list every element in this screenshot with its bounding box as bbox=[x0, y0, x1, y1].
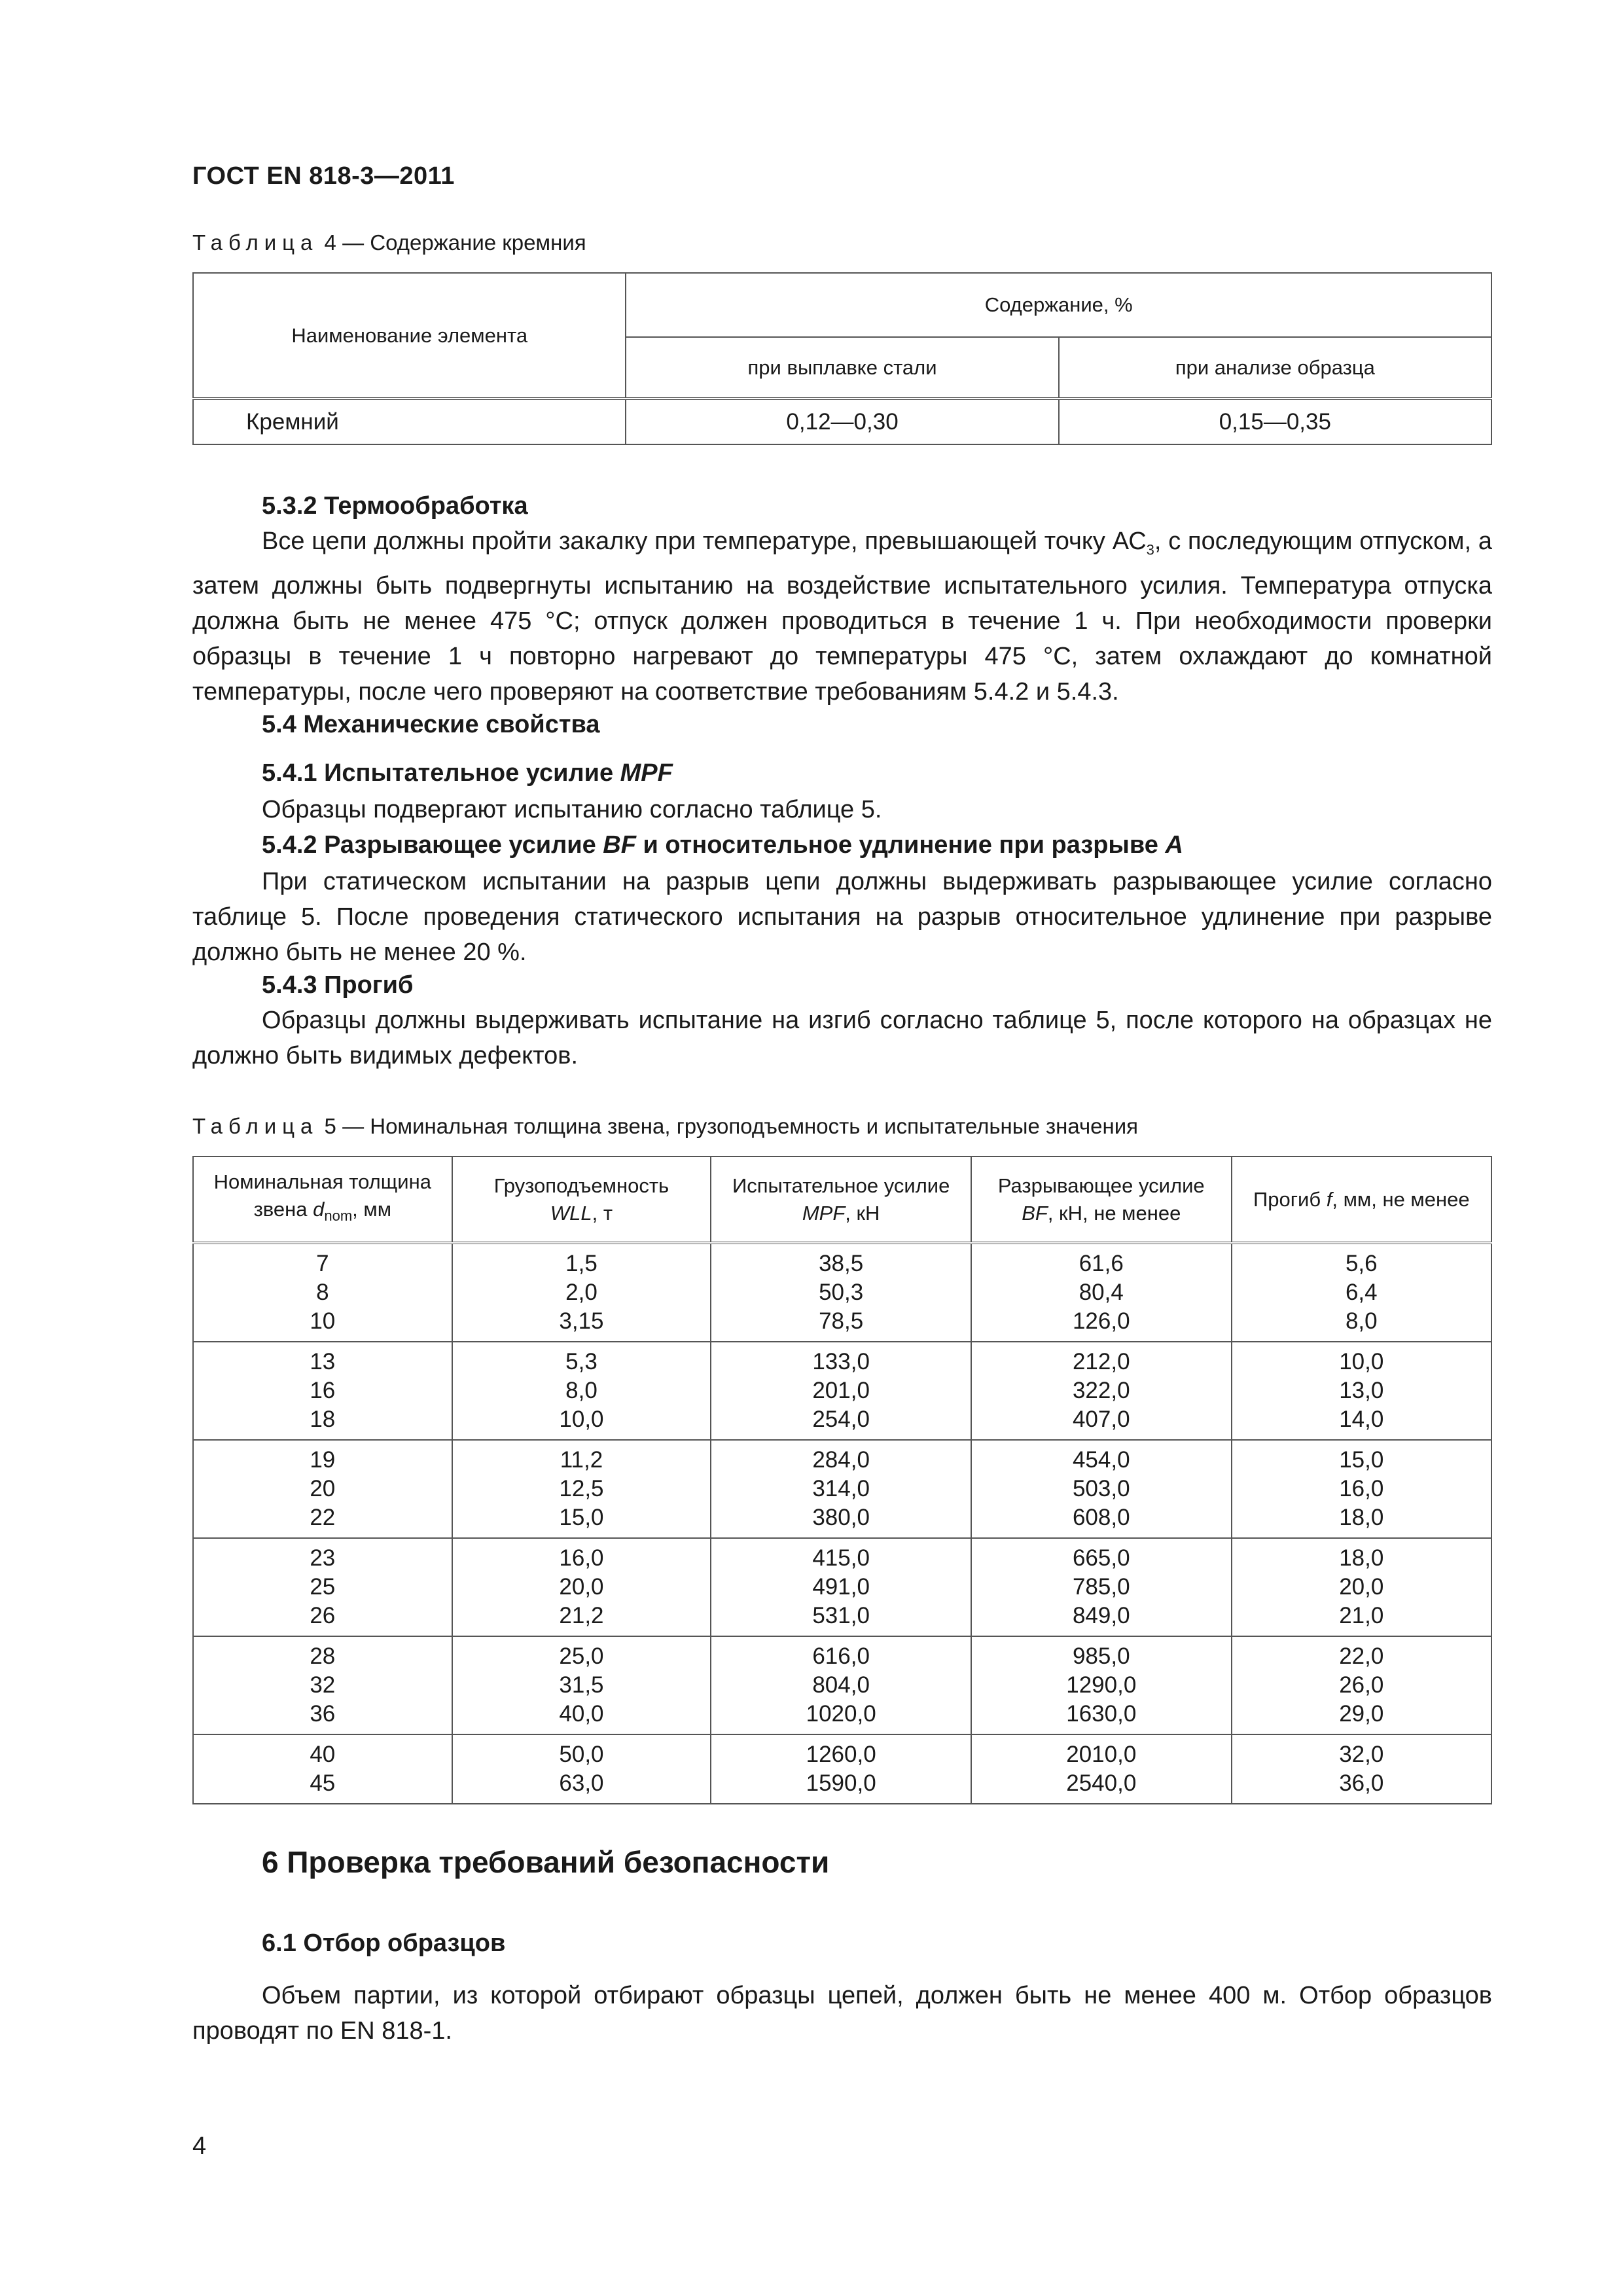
table5-value: 25 bbox=[310, 1574, 336, 1600]
table5-value: 18,0 bbox=[1339, 1545, 1384, 1571]
table4-caption bbox=[192, 230, 586, 255]
table5-header-bf-unit: , кН, не менее bbox=[1047, 1201, 1181, 1225]
table5-value: 23 bbox=[310, 1545, 336, 1571]
section-6-1-text bbox=[192, 1978, 1492, 2049]
table5-cell-d bbox=[193, 1440, 452, 1538]
table5-value: 16,0 bbox=[559, 1545, 604, 1571]
table5-value: 11,2 bbox=[560, 1447, 603, 1473]
table5-value: 50,0 bbox=[559, 1742, 604, 1767]
table5-caption bbox=[192, 1114, 1138, 1139]
table5-cell-bf bbox=[971, 1636, 1232, 1734]
table5-value: 16 bbox=[310, 1378, 336, 1403]
table4-caption-prefix: Таблица bbox=[192, 230, 319, 255]
table5-header-d-line1: Номинальная толщина bbox=[213, 1170, 431, 1194]
table5-value: 18 bbox=[310, 1407, 336, 1432]
table5-cell-wll bbox=[452, 1440, 711, 1538]
table5-value: 1260,0 bbox=[806, 1742, 876, 1767]
section-6-1-title: 6.1 Отбор образцов bbox=[262, 1929, 506, 1957]
table5-value: 13,0 bbox=[1339, 1378, 1384, 1403]
table5-value: 25,0 bbox=[559, 1643, 604, 1669]
table5-value: 20 bbox=[310, 1476, 336, 1501]
document-header: ГОСТ EN 818-3—2011 bbox=[192, 162, 455, 190]
table5-value: 8 bbox=[316, 1280, 329, 1305]
table5-value: 50,3 bbox=[819, 1280, 864, 1305]
table5-header-d-unit: , мм bbox=[352, 1198, 392, 1221]
table5-cell-d bbox=[193, 1538, 452, 1636]
section-5-4-2-title-a: 5.4.2 Разрывающее усилие bbox=[262, 831, 603, 859]
table5-value: 15,0 bbox=[559, 1505, 604, 1530]
table5-value: 503,0 bbox=[1072, 1476, 1130, 1501]
table5-value: 16,0 bbox=[1339, 1476, 1384, 1501]
table5-value: 1,5 bbox=[565, 1251, 597, 1276]
table5-value: 985,0 bbox=[1072, 1643, 1130, 1669]
section-5-4-2-title-i1: BF bbox=[603, 831, 636, 859]
table5-value: 13 bbox=[310, 1349, 336, 1374]
table5-header-mpf-symbol: MPF bbox=[802, 1201, 846, 1225]
table5-value: 80,4 bbox=[1079, 1280, 1124, 1305]
table5-value: 15,0 bbox=[1339, 1447, 1384, 1473]
table5-row-group bbox=[193, 1538, 1491, 1636]
table5-value: 45 bbox=[310, 1770, 336, 1796]
table5-value: 19 bbox=[310, 1447, 336, 1473]
table4-cell-sample: 0,15—0,35 bbox=[1059, 399, 1491, 444]
table5-header-bf bbox=[971, 1157, 1232, 1243]
table5-value: 849,0 bbox=[1072, 1603, 1130, 1628]
table5-value: 18,0 bbox=[1339, 1505, 1384, 1530]
section-5-3-2-text-a: Все цепи должны пройти закалку при температуре, превышающей точку АС bbox=[262, 528, 1147, 555]
table5-cell-bf bbox=[971, 1538, 1232, 1636]
table5-caption-text: 5 — Номинальная толщина звена, грузоподъемность и испытательные значения bbox=[318, 1114, 1139, 1138]
section-6-1-text-p: Объем партии, из которой отбирают образцы цепей, должен быть не менее 400 м. Отбор образцов проводят по EN 818-1. bbox=[192, 1982, 1492, 2045]
section-5-4-3-text-p: Образцы должны выдерживать испытание на изгиб согласно таблице 5, после которого на образцах не должно быть видимых дефектов. bbox=[192, 1007, 1492, 1069]
section-5-4-2-text bbox=[192, 864, 1492, 970]
table5-value: 14,0 bbox=[1339, 1407, 1384, 1432]
table5-header-mpf-line1: Испытательное усилие bbox=[732, 1174, 950, 1197]
table5-cell-mpf bbox=[711, 1538, 971, 1636]
table5-header-f bbox=[1232, 1157, 1491, 1243]
section-5-4-2-title bbox=[262, 831, 1183, 859]
table5-cell-d bbox=[193, 1636, 452, 1734]
table5-value: 32 bbox=[310, 1672, 336, 1698]
table5-value: 8,0 bbox=[1345, 1308, 1378, 1334]
table5-cell-mpf bbox=[711, 1342, 971, 1440]
table5-header-d-sub: nom bbox=[324, 1208, 353, 1225]
table5-value: 133,0 bbox=[812, 1349, 870, 1374]
table5-value: 28 bbox=[310, 1643, 336, 1669]
table4-caption-text: 4 — Содержание кремния bbox=[318, 230, 586, 255]
table5-value: 491,0 bbox=[812, 1574, 870, 1600]
table5-header-wll-line1: Грузоподъемность bbox=[493, 1174, 669, 1197]
table5-cell-d bbox=[193, 1342, 452, 1440]
table5-value: 61,6 bbox=[1079, 1251, 1124, 1276]
table5-value: 322,0 bbox=[1072, 1378, 1130, 1403]
table5 bbox=[192, 1156, 1492, 1804]
table5-cell-f bbox=[1232, 1538, 1491, 1636]
table5-header-mpf bbox=[711, 1157, 971, 1243]
table5-value: 10 bbox=[310, 1308, 336, 1334]
section-5-3-2-text-b: , с последующим отпуском, а затем должны быть подвергнуты испытанию на воздействие испытательного усилия. Температура отпуска должна быть не менее 475 °С; отпуск должен проводиться в течение 1 ч. При необходимости проверки образцы в течение 1 ч повторно нагревают до температуры 475 °С, затем охлаждают до комнатной температуры, после чего проверяют на соответствие требованиям 5.4.2 и 5.4.3. bbox=[192, 528, 1492, 706]
table5-value: 1290,0 bbox=[1066, 1672, 1137, 1698]
page-number: 4 bbox=[192, 2132, 207, 2160]
table5-value: 531,0 bbox=[812, 1603, 870, 1628]
table5-value: 21,2 bbox=[559, 1603, 604, 1628]
table5-cell-f bbox=[1232, 1734, 1491, 1804]
table5-value: 126,0 bbox=[1072, 1308, 1130, 1334]
table5-value: 40,0 bbox=[559, 1701, 604, 1727]
table5-header-wll-symbol: WLL bbox=[550, 1201, 592, 1225]
table5-row-group bbox=[193, 1342, 1491, 1440]
table5-value: 26 bbox=[310, 1603, 336, 1628]
table5-header-f-text: Прогиб bbox=[1253, 1187, 1327, 1211]
section-5-4-2-title-i2: А bbox=[1165, 831, 1183, 859]
table5-value: 407,0 bbox=[1072, 1407, 1130, 1432]
table5-value: 201,0 bbox=[812, 1378, 870, 1403]
table5-header-bf-line1: Разрывающее усилие bbox=[997, 1174, 1205, 1197]
table5-value: 5,6 bbox=[1345, 1251, 1378, 1276]
table5-header-d-line2a: звена bbox=[253, 1198, 313, 1221]
section-6-title: 6 Проверка требований безопасности bbox=[262, 1845, 830, 1879]
table5-value: 1020,0 bbox=[806, 1701, 876, 1727]
table5-value: 10,0 bbox=[1339, 1349, 1384, 1374]
table5-cell-bf bbox=[971, 1342, 1232, 1440]
table5-cell-d bbox=[193, 1734, 452, 1804]
table5-value: 40 bbox=[310, 1742, 336, 1767]
table5-value: 63,0 bbox=[559, 1770, 604, 1796]
section-5-4-1-title-italic: MPF bbox=[620, 759, 673, 787]
table5-value: 78,5 bbox=[819, 1308, 864, 1334]
table4-header-melt: при выплавке стали bbox=[626, 337, 1058, 399]
table5-value: 454,0 bbox=[1072, 1447, 1130, 1473]
section-5-4-3-title: 5.4.3 Прогиб bbox=[262, 971, 414, 999]
table4-header-group: Содержание, % bbox=[626, 273, 1491, 337]
section-5-4-2-title-b: и относительное удлинение при разрыве bbox=[635, 831, 1166, 859]
table5-cell-bf bbox=[971, 1734, 1232, 1804]
table5-cell-wll bbox=[452, 1734, 711, 1804]
table5-cell-f bbox=[1232, 1440, 1491, 1538]
table5-value: 616,0 bbox=[812, 1643, 870, 1669]
table5-cell-wll bbox=[452, 1243, 711, 1342]
table5-cell-mpf bbox=[711, 1636, 971, 1734]
table5-value: 5,3 bbox=[565, 1349, 597, 1374]
table4-header-name: Наименование элемента bbox=[193, 273, 626, 399]
table5-value: 804,0 bbox=[812, 1672, 870, 1698]
table5-cell-f bbox=[1232, 1342, 1491, 1440]
table4-header-sample: при анализе образца bbox=[1059, 337, 1491, 399]
table5-cell-bf bbox=[971, 1243, 1232, 1342]
table5-value: 26,0 bbox=[1339, 1672, 1384, 1698]
table5-header-f-symbol: f bbox=[1326, 1187, 1332, 1211]
table5-value: 36,0 bbox=[1339, 1770, 1384, 1796]
section-5-4-3-text bbox=[192, 1003, 1492, 1073]
table5-value: 32,0 bbox=[1339, 1742, 1384, 1767]
table4-cell-melt: 0,12—0,30 bbox=[626, 399, 1058, 444]
table5-value: 29,0 bbox=[1339, 1701, 1384, 1727]
table5-value: 1630,0 bbox=[1066, 1701, 1137, 1727]
section-5-3-2-text-sub: 3 bbox=[1146, 541, 1154, 558]
table5-value: 38,5 bbox=[819, 1251, 864, 1276]
table5-value: 20,0 bbox=[1339, 1574, 1384, 1600]
table5-value: 608,0 bbox=[1072, 1505, 1130, 1530]
section-5-4-1-title bbox=[262, 759, 673, 787]
table5-row-group bbox=[193, 1734, 1491, 1804]
section-5-4-1-text bbox=[192, 792, 1492, 827]
table5-value: 254,0 bbox=[812, 1407, 870, 1432]
table5-value: 665,0 bbox=[1072, 1545, 1130, 1571]
table5-row-group bbox=[193, 1440, 1491, 1538]
table5-value: 415,0 bbox=[812, 1545, 870, 1571]
table5-value: 31,5 bbox=[559, 1672, 604, 1698]
table5-header-d bbox=[193, 1157, 452, 1243]
table5-cell-f bbox=[1232, 1243, 1491, 1342]
section-5-4-title: 5.4 Механические свойства bbox=[262, 711, 600, 738]
table5-value: 2010,0 bbox=[1066, 1742, 1137, 1767]
table5-value: 6,4 bbox=[1345, 1280, 1378, 1305]
section-5-4-2-text-p: При статическом испытании на разрыв цепи должны выдерживать разрывающее усилие согласно таблице 5. После проведения статического испытания на разрыв относительное удлинение при разрыве должно быть не менее 20 %. bbox=[192, 868, 1492, 966]
table5-cell-mpf bbox=[711, 1243, 971, 1342]
table5-cell-bf bbox=[971, 1440, 1232, 1538]
table5-value: 21,0 bbox=[1339, 1603, 1384, 1628]
table5-value: 785,0 bbox=[1072, 1574, 1130, 1600]
table5-value: 36 bbox=[310, 1701, 336, 1727]
table5-value: 22,0 bbox=[1339, 1643, 1384, 1669]
table5-header-bf-symbol: BF bbox=[1022, 1201, 1048, 1225]
table5-value: 212,0 bbox=[1072, 1349, 1130, 1374]
table5-cell-wll bbox=[452, 1538, 711, 1636]
section-5-4-1-text-p: Образцы подвергают испытанию согласно таблице 5. bbox=[262, 796, 882, 823]
table5-cell-wll bbox=[452, 1636, 711, 1734]
table5-value: 314,0 bbox=[812, 1476, 870, 1501]
table5-row-group bbox=[193, 1243, 1491, 1342]
table5-value: 20,0 bbox=[559, 1574, 604, 1600]
table5-value: 3,15 bbox=[559, 1308, 604, 1334]
table5-value: 2,0 bbox=[565, 1280, 597, 1305]
table5-value: 380,0 bbox=[812, 1505, 870, 1530]
table5-header-f-unit: , мм, не менее bbox=[1332, 1187, 1470, 1211]
table5-value: 1590,0 bbox=[806, 1770, 876, 1796]
section-5-3-2-text bbox=[192, 524, 1492, 709]
table5-header-wll-unit: , т bbox=[592, 1201, 613, 1225]
table5-value: 22 bbox=[310, 1505, 336, 1530]
table5-header-d-symbol: d bbox=[313, 1198, 325, 1221]
table5-cell-mpf bbox=[711, 1734, 971, 1804]
table5-value: 10,0 bbox=[559, 1407, 604, 1432]
table5-caption-prefix: Таблица bbox=[192, 1114, 319, 1138]
table5-value: 284,0 bbox=[812, 1447, 870, 1473]
table5-row-group bbox=[193, 1636, 1491, 1734]
section-5-3-2-title: 5.3.2 Термообработка bbox=[262, 492, 528, 520]
table5-cell-f bbox=[1232, 1636, 1491, 1734]
table5-value: 2540,0 bbox=[1066, 1770, 1137, 1796]
table5-cell-wll bbox=[452, 1342, 711, 1440]
table5-value: 12,5 bbox=[559, 1476, 604, 1501]
table5-header-wll bbox=[452, 1157, 711, 1243]
table5-header-mpf-unit: , кН bbox=[845, 1201, 880, 1225]
table4 bbox=[192, 272, 1492, 445]
table5-value: 7 bbox=[316, 1251, 329, 1276]
section-5-4-1-title-text: 5.4.1 Испытательное усилие bbox=[262, 759, 620, 787]
table5-cell-d bbox=[193, 1243, 452, 1342]
table4-cell-name: Кремний bbox=[193, 399, 626, 444]
table5-value: 8,0 bbox=[565, 1378, 597, 1403]
table5-cell-mpf bbox=[711, 1440, 971, 1538]
